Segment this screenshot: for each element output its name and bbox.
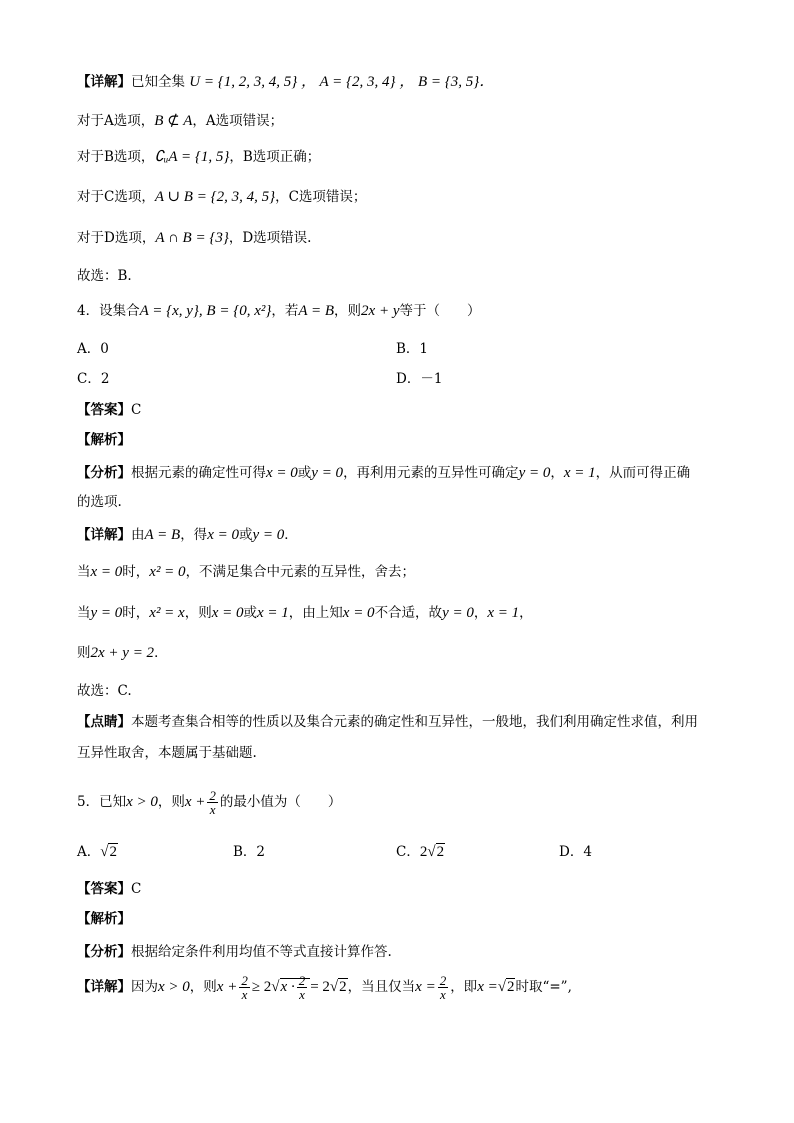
q5-option-b: B．2 <box>233 844 266 860</box>
q4-xiang-line2: 当x = 0时，x² = 0，不满足集合中元素的互异性，舍去； <box>77 564 416 580</box>
line-option-d: 对于D选项，A ∩ B = {3}，D选项错误. <box>77 230 312 246</box>
q4-fenxi-line2: 的选项. <box>77 494 122 510</box>
q4-dianjing-line1: 【点睛】本题考查集合相等的性质以及集合元素的确定性和互异性，一般地，我们利用确定性求值，利用 <box>77 714 698 730</box>
q4-option-c: C．2 <box>77 371 110 387</box>
q4-fenxi-line1: 【分析】根据元素的确定性可得x = 0或y = 0，再利用元素的互异性可确定y = 0，x = 1，从而可得正确 <box>77 465 691 481</box>
q4-stem: 4．设集合A = {x, y}, B = {0, x²}，若A = B，则2x + y等于（ ） <box>77 303 481 319</box>
q4-analysis-tag: 【解析】 <box>77 432 131 448</box>
q4-option-a: A．0 <box>77 341 109 357</box>
line-pick-b: 故选：B. <box>77 268 132 284</box>
q4-xiang-line1: 【详解】由A = B，得x = 0或y = 0． <box>77 527 298 543</box>
detail-tag: 【详解】 <box>77 74 131 90</box>
q4-option-b: B．1 <box>396 341 429 357</box>
line-option-a: 对于A选项，B ⊄ A，A选项错误； <box>77 113 284 129</box>
q5-xiang: 【详解】因为x > 0，则x + $\frac{2}{x}$ ≥ 2√x · $\frac{2}{x}$ = 2√2，当且仅当x = $\frac{2}{x}$ ，即x =√2时取“=”, <box>77 973 572 1003</box>
line-detail-q3: 【详解】已知全集 U = {1, 2, 3, 4, 5} ， A = {2, 3, 4} ， B = {3, 5}． <box>77 74 495 90</box>
q4-answer: 【答案】C <box>77 402 142 418</box>
q4-xiang-line3: 当y = 0时，x² = x，则x = 0或x = 1，由上知x = 0不合适，故y = 0，x = 1， <box>77 605 533 621</box>
q5-option-c: C．2√2 <box>396 844 445 860</box>
q5-analysis-tag: 【解析】 <box>77 911 131 927</box>
q4-pick: 故选：C. <box>77 683 132 699</box>
q5-stem: 5．已知x > 0，则x + $\frac{2}{x}$ 的最小值为（ ） <box>77 788 342 817</box>
line-option-c: 对于C选项，A ∪ B = {2, 3, 4, 5}，C选项错误； <box>77 189 367 205</box>
q5-fenxi: 【分析】根据给定条件利用均值不等式直接计算作答. <box>77 944 392 960</box>
q5-answer: 【答案】C <box>77 881 142 897</box>
q4-option-d: D．－1 <box>396 371 443 387</box>
q4-xiang-line4: 则2x + y = 2． <box>77 645 168 661</box>
math-sets: U = {1, 2, 3, 4, 5} ， A = {2, 3, 4} ， B = {3, 5}． <box>189 74 495 90</box>
q5-option-d: D．4 <box>559 844 592 860</box>
q4-dianjing-line2: 互异性取舍，本题属于基础题. <box>77 745 257 761</box>
line-option-b: 对于B选项，∁ᵤA = {1, 5}，B选项正确； <box>77 149 321 165</box>
q5-option-a: A．√2 <box>77 844 117 860</box>
q5-fraction: $\frac{2}{x}$ <box>209 788 216 817</box>
